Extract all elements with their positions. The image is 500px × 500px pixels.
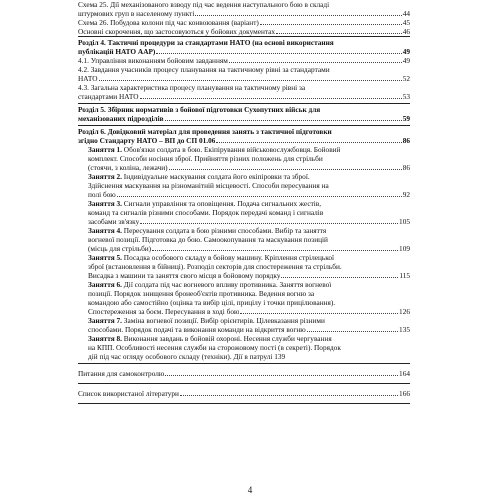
toc-line: Висадка з машини та заняття свого місця в бойовому порядку 115 [88,271,410,280]
toc-line: Питання для самоконтролю 164 [78,369,410,378]
page-number: 4 [247,485,253,495]
dot-leader [216,142,401,143]
toc-line: полі бою 92 [88,190,410,199]
dot-leader [169,169,402,170]
section-title: Розділ 4. Тактичні процедури за стандартами НАТО (на основі використання [78,38,334,47]
lesson-entry [78,226,410,253]
page-ref: 109 [399,244,410,253]
toc-line: комплект. Способи носіння зброї. Прийняття різних положень для стрільби [88,154,323,163]
dot-leader [229,62,402,63]
toc-line: (місць для стрільби) 109 [88,244,410,253]
toc-line: позиції. Порядок знищення бронеоб'єктів противника. Ведення вогню за [88,289,315,298]
toc-line: Заняття 7. Заміна вогневої позиції. Вибір орієнтирів. Цілевказання різними [88,316,325,325]
dot-leader [276,33,402,34]
dot-leader [195,15,401,16]
page-ref: 86 [402,163,410,172]
lesson-entry [78,316,410,334]
toc-line: Список використаної літератури 166 [78,389,410,398]
toc-line: дій під час огляду особового складу (техніки). Дії в патрулі 139 [88,352,286,361]
toc-line: Спостереження за боєм. Пересування в ході бою 126 [88,307,410,316]
lesson-entry [78,145,410,172]
lesson-entry [78,199,410,226]
toc-line: 4.1. Управління виконанням бойовим завданням 49 [78,56,410,65]
lesson-label: Заняття 3. [88,199,122,208]
toc-line: зброї (встановлення в бійниці). Розподіл секторів для спостереження та стрільби. [88,262,342,271]
dot-leader [117,196,402,197]
lesson-label: Заняття 8. [88,334,122,343]
lesson-entry [78,253,410,280]
page-ref: 115 [399,271,410,280]
page-ref: 49 [402,56,410,65]
section-5 [78,104,410,125]
dot-leader [307,331,398,332]
dot-leader [156,53,401,54]
toc-line: Здійснення маскування на різноманітній місцевості. Способи пересування на [88,181,329,190]
section-title: публікацій НАТО ААР) 49 [78,47,410,56]
page-ref: 166 [399,389,410,398]
toc-line: Заняття 1. Обов'язки солдата в бою. Екіпірування військовослужбовця. Бойовий [88,145,341,154]
toc-line: НАТО 52 [78,74,410,83]
page-ref: 49 [402,47,410,56]
lesson-entry [78,280,410,316]
lesson-entry [78,172,410,199]
toc-line: 4.3. Загальна характеристика процесу планування на тактичному рівні за [78,83,306,92]
toc-line: штурмових груп в населеному пункті 44 [78,9,410,18]
page-ref: 126 [399,307,410,316]
dot-leader [99,80,402,81]
toc-top-items [78,0,410,36]
toc-line: Заняття 4. Пересування солдата в бою різними способами. Вибір та заняття [88,226,327,235]
dot-leader [240,313,398,314]
page-ref: 92 [402,190,410,199]
toc-line: засобами зв'язку 105 [88,217,410,226]
page-ref: 45 [402,18,410,27]
toc-line: Схема 26. Побудова колони під час конвоювання (варіант) 45 [78,18,410,27]
lesson-label: Заняття 6. [88,280,122,289]
toc-line: Заняття 3. Сигнали управління та оповіщення. Подача сигнальних жестів, [88,199,322,208]
section-title: Розділ 5. Збірник нормативів з бойової підготовки Сухопутних військ для [78,105,321,114]
toc-line: стандартами НАТО 53 [78,92,410,101]
page-ref: 44 [402,9,410,18]
toc-line: (стоячи, з коліна, лежачи) 86 [88,163,410,172]
page-ref: 164 [399,369,410,378]
toc-line: Заняття 6. Дії солдата під час вогневого впливу противника. Заняття вогневої [88,280,332,289]
toc-line: Основні скорочення, що застосовуються у бойових документах 46 [78,27,410,36]
section-4 [78,37,410,103]
page-ref: 59 [402,114,410,123]
dot-leader [165,375,398,376]
toc-line: Заняття 5. Посадка особового складу в бойову машину. Кріплення стрілецької [88,253,335,262]
section-title: Розділ 6. Довідковий матеріал для проведення занять з тактичної підготовки [78,127,332,136]
page-ref: 52 [402,74,410,83]
dot-leader [152,250,398,251]
lesson-label: Заняття 4. [88,226,122,235]
section-title: механізованих підрозділів 59 [78,114,410,123]
toc-line: вогневої позиції. Підготовка до бою. Самоокопування та маскування позицій [88,235,328,244]
dot-leader [140,98,402,99]
dot-leader [260,24,402,25]
dot-leader [281,277,398,278]
lesson-label: Заняття 7. [88,316,122,325]
page-ref: 105 [399,217,410,226]
toc-line: Заняття 2. Індивідуальне маскування солдата його екіпіровки та зброї. [88,172,310,181]
toc-line: на КПП. Особливості несення служби на сторожовому пості (в секреті). Порядок [88,343,341,352]
lesson-entry [78,334,410,361]
lesson-label: Заняття 2. [88,172,122,181]
toc-line: Схема 25. Дії механізованого взводу під час ведення наступального бою в складі [78,0,330,9]
section-title: згідно Стандарту НАТО – ВП до СП 01.06 86 [78,136,410,145]
toc-line: способами. Порядок подачі та виконання команди на відкриття вогню 135 [88,325,410,334]
page-ref: 53 [402,92,410,101]
toc-line: команд та сигналів різними способами. Порядок передачі команд і сигналів [88,208,324,217]
dot-leader [140,223,398,224]
lesson-label: Заняття 5. [88,253,122,262]
page-ref: 86 [402,136,410,145]
table-of-contents [78,0,410,404]
dot-leader [180,395,398,396]
section-6 [78,126,410,363]
toc-line: Заняття 8. Виконання завдань в бойовій охороні. Несення служби чергування [88,334,332,343]
lesson-label: Заняття 1. [88,145,122,154]
dot-leader [165,120,402,121]
page-ref: 135 [399,325,410,334]
toc-line: командою або самостійно (оцінка та вибір цілі, прицілу і точки прицілювання). [88,298,336,307]
section-divider [78,403,410,404]
toc-line: 4.2. Завдання учасників процесу планування на тактичному рівні за стандартами [78,65,330,74]
page-ref: 46 [402,27,410,36]
